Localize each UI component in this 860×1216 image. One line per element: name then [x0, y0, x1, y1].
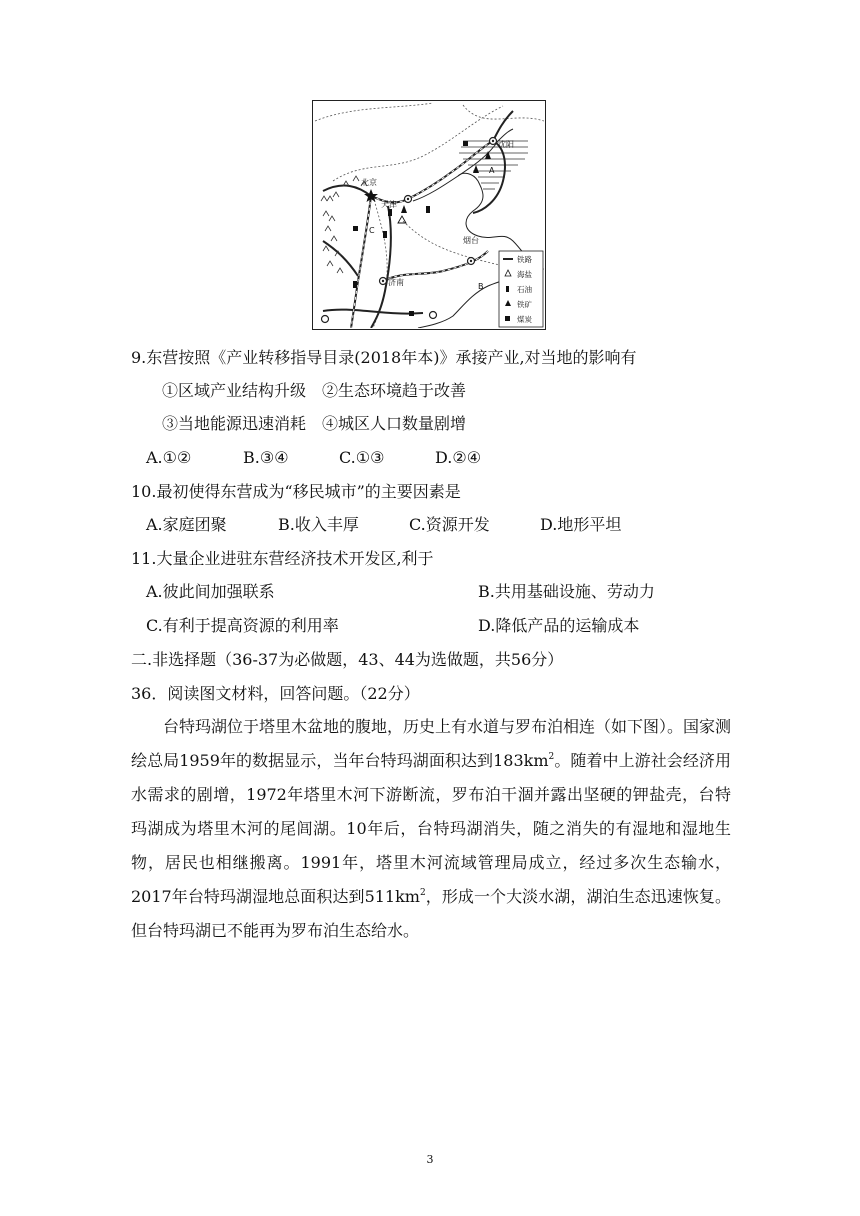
- label-c: C: [369, 226, 375, 235]
- oil-icon: [506, 286, 509, 292]
- q9-option-b[interactable]: B.③④: [243, 448, 289, 467]
- label-b: B: [478, 282, 484, 291]
- q9-option-d[interactable]: D.②④: [435, 448, 482, 467]
- page-number: 3: [426, 1153, 434, 1166]
- label-tianjin: 天津: [381, 200, 397, 209]
- legend-label: 海盐: [517, 270, 532, 279]
- map-legend: [499, 251, 543, 327]
- label-yantai: 烟台: [463, 236, 479, 245]
- q11-stem: 11.大量企业进驻东营经济技术开发区,利于: [131, 549, 434, 568]
- q11-option-d[interactable]: D.降低产品的运输成本: [478, 616, 640, 635]
- railway-lines: [323, 111, 513, 328]
- map-svg: [313, 101, 544, 328]
- q10-option-b[interactable]: B.收入丰厚: [278, 515, 359, 534]
- hatched-region: [459, 141, 528, 189]
- legend-label: 煤炭: [517, 315, 532, 324]
- label-beijing: 北京: [361, 178, 377, 187]
- q11-option-c[interactable]: C.有利于提高资源的利用率: [146, 616, 339, 635]
- legend-label: 铁路: [517, 255, 532, 264]
- superscript: 2: [548, 752, 555, 762]
- q10-option-a[interactable]: A.家庭团聚: [146, 515, 227, 534]
- q36-stem: 36．阅读图文材料，回答问题。（22分）: [131, 684, 420, 703]
- q9-option-a[interactable]: A.①②: [146, 448, 192, 467]
- superscript: 2: [419, 888, 426, 898]
- q10-option-d[interactable]: D.地形平坦: [540, 515, 622, 534]
- legend-label: 铁矿: [517, 300, 532, 309]
- q9-items-line2: ③当地能源迅速消耗 ④城区人口数量剧增: [162, 414, 467, 433]
- section2-heading: 二.非选择题（36-37为必做题，43、44为选做题，共56分）: [131, 650, 564, 669]
- label-shenyang: 沈阳: [498, 140, 514, 149]
- q11-option-a[interactable]: A.彼此间加强联系: [146, 582, 275, 601]
- q9-option-c[interactable]: C.①③: [339, 448, 385, 467]
- label-a: A: [489, 166, 495, 175]
- boundary-line: [315, 103, 544, 121]
- q9-items-line1: ①区域产业结构升级 ②生态环境趋于改善: [162, 381, 467, 400]
- coal-icon: [505, 316, 510, 321]
- q10-stem: 10.最初使得东营成为“移民城市”的主要因素是: [131, 482, 461, 501]
- q11-option-b[interactable]: B.共用基础设施、劳动力: [478, 582, 655, 601]
- sea-salt-symbol: [398, 216, 406, 223]
- label-jinan: 济南: [388, 278, 404, 287]
- legend-label: 石油: [517, 285, 532, 294]
- map-figure: [312, 100, 546, 330]
- q36-material-paragraph: 台特玛湖位于塔里木盆地的腹地，历史上有水道与罗布泊相连（如下图）。国家测绘总局1959年的数据显示，当年台特玛湖面积达到$183km^2$。随着中上游社会经济用水需求的剧增，1972年塔里木河下游断流，罗布泊干涸并露出坚硬的钾盐壳，台特玛湖成为塔里木河的尾闾湖。10年后，台特玛湖消失，随之消失的有湿地和湿地生物，居民也相继搬离。1991年，塔里木河流域管理局成立，经过多次生态输水，2017年台特玛湖湿地总面积达到$511km^2$，形成一个大淡水湖，湖泊生态迅速恢复。但台特玛湖已不能再为罗布泊生态给水。: [131, 717, 732, 940]
- q9-stem: 9.东营按照《产业转移指导目录(2018年本)》承接产业,对当地的影响有: [131, 348, 637, 367]
- q10-option-c[interactable]: C.资源开发: [409, 515, 490, 534]
